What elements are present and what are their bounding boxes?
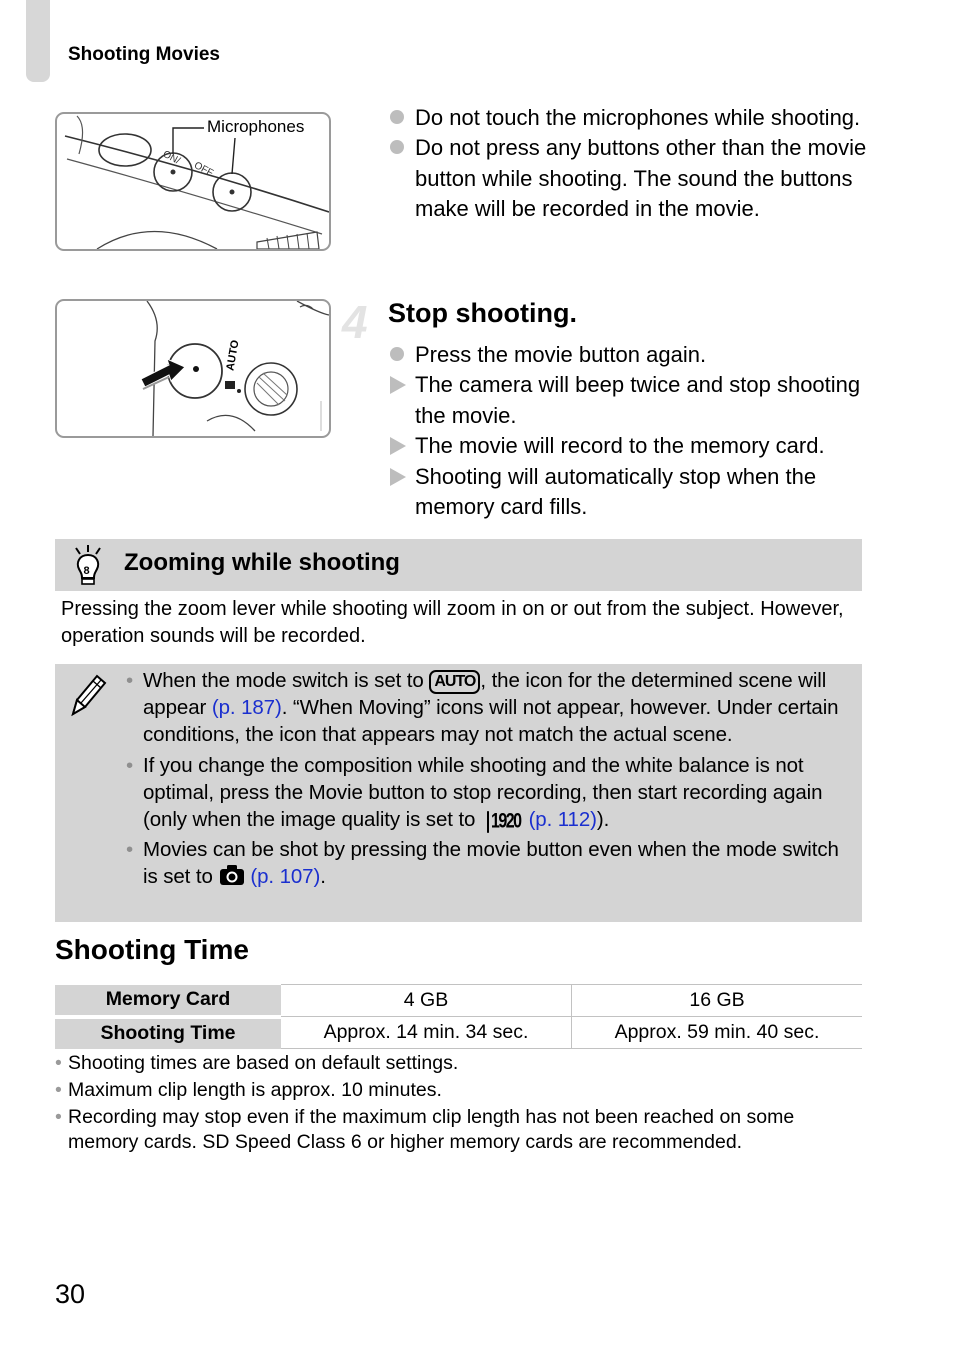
step-title: Stop shooting. <box>388 298 577 328</box>
lightbulb-icon <box>71 543 105 587</box>
camera-icon <box>219 864 245 886</box>
footnotes <box>55 1051 855 1157</box>
table-cell: 4 GB <box>281 985 572 1017</box>
movie-button-illustration <box>55 299 331 438</box>
section-label: Shooting Movies <box>68 44 220 65</box>
row-header: Memory Card <box>55 985 281 1017</box>
microphones-callout: Microphones <box>207 117 305 136</box>
tip-header <box>55 539 862 591</box>
svg-text:AUTO: AUTO <box>224 339 242 372</box>
page-link[interactable]: (p. 112) <box>528 808 597 832</box>
table-row <box>55 985 862 1017</box>
row-header: Shooting Time <box>55 1017 281 1049</box>
pencil-icon <box>67 670 107 720</box>
note-item: • If you change the composition while shooting and the white balance is not optimal, press the Movie button to stop recording, then start recording again (only when the image quality is set to 1920 (p. 112)). <box>126 753 823 833</box>
notes-box <box>55 664 862 922</box>
table-row <box>55 1017 862 1049</box>
shooting-time-heading: Shooting Time <box>55 934 249 965</box>
step-item: The camera will beep twice and stop shooting the movie. <box>388 370 868 431</box>
tip-title: Zooming while shooting <box>124 549 400 576</box>
svg-text:OFF: OFF <box>192 160 215 180</box>
1920-quality-icon: 1920 <box>487 811 521 833</box>
footnote-item: • Shooting times are based on default settings. <box>55 1052 459 1074</box>
caution-item: Do not press any buttons other than the movie button while shooting. The sound the buttons make will be recorded in the movie. <box>388 133 868 224</box>
step-item-list <box>388 340 868 522</box>
step-item: Press the movie button again. <box>388 340 868 370</box>
caution-item: Do not touch the microphones while shooting. <box>388 103 868 133</box>
svg-text:8: 8 <box>83 565 90 577</box>
table-cell: Approx. 14 min. 34 sec. <box>281 1017 572 1049</box>
svg-text:ON/: ON/ <box>160 148 182 167</box>
page-link[interactable]: (p. 107) <box>250 865 321 889</box>
page-link[interactable]: (p. 187) <box>211 696 282 720</box>
footnote-item: • Maximum clip length is approx. 10 minutes. <box>55 1079 442 1101</box>
notes-list <box>126 667 855 894</box>
svg-text:4: 4 <box>342 296 368 344</box>
page-number: 30 <box>55 1279 86 1309</box>
note-item: • When the mode switch is set to AUTO , the icon for the determined scene will appear (p. 187). “When Moving” icons will not appear, however. Under certain conditions, the icon that appears may not match the actual scene. <box>126 669 839 747</box>
note-item: • Movies can be shot by pressing the movie button even when the mode switch is set to (p. 107). <box>126 838 839 889</box>
step-number-4 <box>338 296 386 344</box>
table-cell: 16 GB <box>572 985 863 1017</box>
microphones-illustration <box>55 112 331 251</box>
chapter-tab <box>26 0 50 82</box>
auto-mode-icon: AUTO <box>429 670 480 694</box>
caution-list <box>388 103 868 225</box>
footnote-item: • Recording may stop even if the maximum clip length has not been reached on some memory cards. SD Speed Class 6 or higher memory cards are recommended. <box>55 1106 795 1153</box>
shooting-time-table <box>55 984 862 1049</box>
tip-body: Pressing the zoom lever while shooting will zoom in on or out from the subject. However, operation sounds will be recorded. <box>61 598 844 647</box>
step-item: The movie will record to the memory card. <box>388 431 868 461</box>
step-item: Shooting will automatically stop when the memory card fills. <box>388 462 868 523</box>
table-cell: Approx. 59 min. 40 sec. <box>572 1017 863 1049</box>
